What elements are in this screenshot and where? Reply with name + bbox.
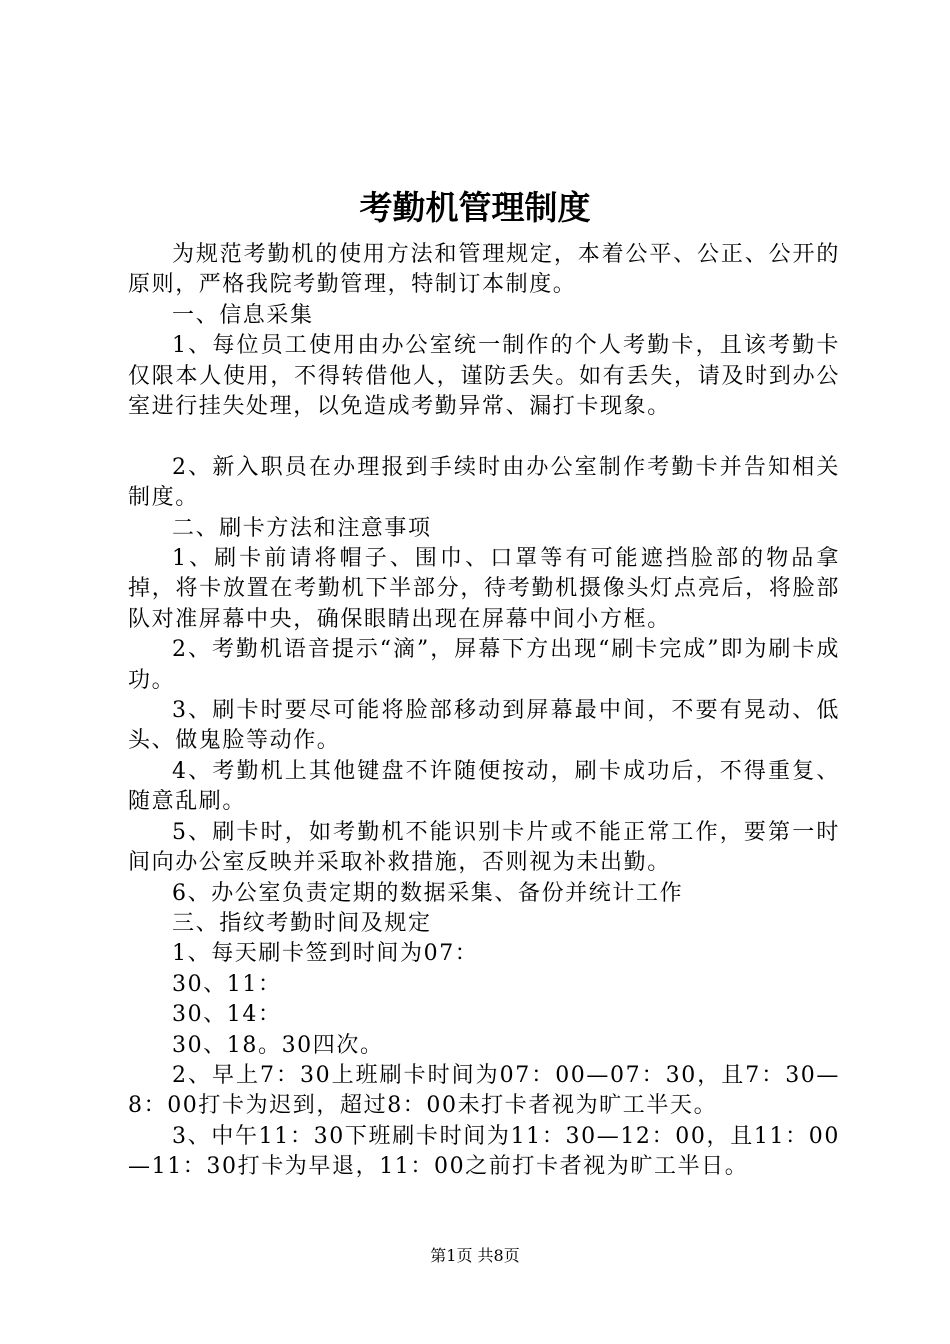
paragraph-item: 2、早上7：30上班刷卡时间为07：00—07：30，且7：30—8：00打卡为迟到，超过8：00未打卡者视为旷工半天。 xyxy=(128,1062,840,1119)
paragraph-item: 1、每天刷卡签到时间为07： xyxy=(172,941,479,967)
paragraph-item: 3、中午11：30下班刷卡时间为11：30—12：00，且11：00—11：30打卡为早退，11：00之前打卡者视为旷工半日。 xyxy=(128,1123,840,1180)
blank-line xyxy=(128,422,840,452)
section-heading-card-swipe: 二、刷卡方法和注意事项 xyxy=(172,515,432,541)
paragraph-item: 6、办公室负责定期的数据采集、备份并统计工作 xyxy=(172,880,684,906)
paragraph-intro: 为规范考勤机的使用方法和管理规定，本着公平、公正、公开的原则，严格我院考勤管理，特制订本制度。 xyxy=(128,242,840,298)
paragraph-item: 4、考勤机上其他键盘不许随便按动，刷卡成功后，不得重复、随意乱刷。 xyxy=(128,758,840,815)
page-footer: 第1页 共8页 xyxy=(430,1246,520,1265)
section-heading-info-collection: 一、信息采集 xyxy=(172,302,314,328)
paragraph-item: 30、11： xyxy=(172,971,282,997)
paragraph-item: 30、14： xyxy=(172,1002,282,1028)
paragraph-item: 1、每位员工使用由办公室统一制作的个人考勤卡，且该考勤卡仅限本人使用，不得转借他人，谨防丢失。如有丢失，请及时到办公室进行挂失处理，以免造成考勤异常、漏打卡现象。 xyxy=(128,333,840,420)
section-heading-fingerprint-time: 三、指纹考勤时间及规定 xyxy=(172,910,432,936)
document-body xyxy=(128,240,840,1183)
paragraph-item: 1、刷卡前请将帽子、围巾、口罩等有可能遮挡脸部的物品拿掉，将卡放置在考勤机下半部分，待考勤机摄像头灯点亮后，将脸部队对准屏幕中央，确保眼睛出现在屏幕中间小方框。 xyxy=(128,546,840,632)
paragraph-item: 3、刷卡时要尽可能将脸部移动到屏幕最中间，不要有晃动、低头、做鬼脸等动作。 xyxy=(128,698,840,754)
paragraph-item: 5、刷卡时，如考勤机不能识别卡片或不能正常工作，要第一时间向办公室反映并采取补救措施，否则视为未出勤。 xyxy=(128,819,840,876)
page-title: 考勤机管理制度 xyxy=(359,188,591,227)
paragraph-item: 2、考勤机语音提示“滴”，屏幕下方出现“刷卡完成”即为刷卡成功。 xyxy=(128,637,840,693)
paragraph-item: 2、新入职员在办理报到手续时由办公室制作考勤卡并告知相关制度。 xyxy=(128,454,840,511)
paragraph-item: 30、18。30四次。 xyxy=(172,1032,384,1058)
